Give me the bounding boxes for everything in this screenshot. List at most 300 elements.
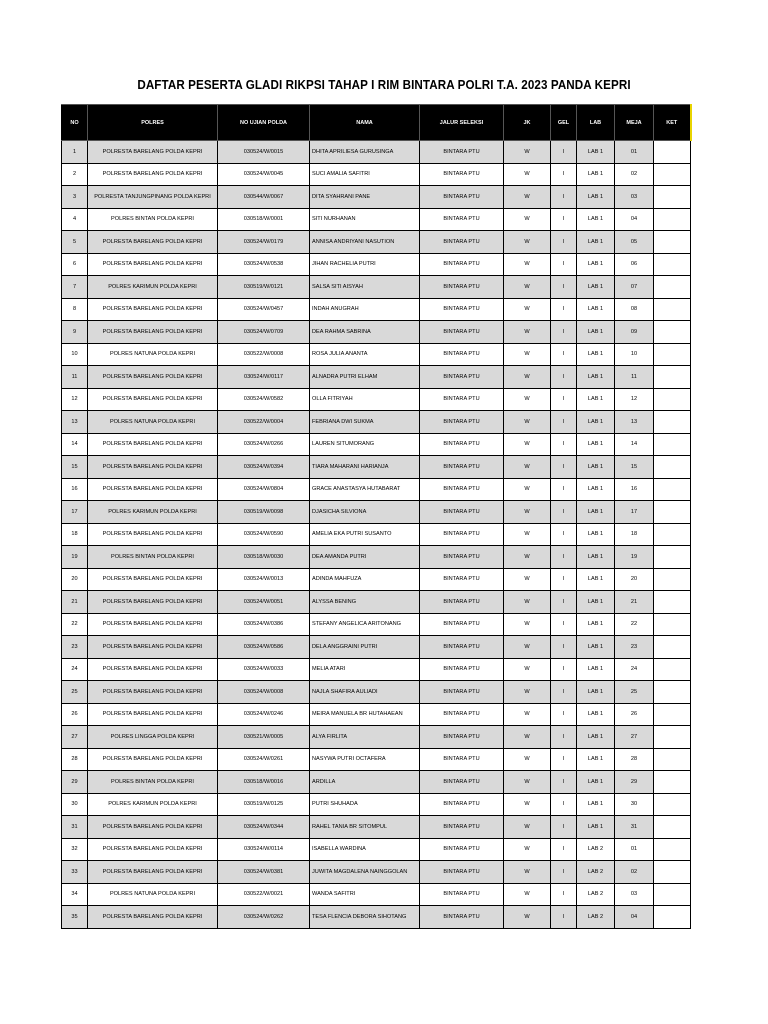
cell-no: 12 <box>62 388 88 411</box>
cell-nama: ROSA JULIA ANANTA <box>310 343 420 366</box>
cell-gel: I <box>551 298 577 321</box>
table-row <box>62 816 691 839</box>
cell-ket <box>654 343 691 366</box>
cell-lab: LAB 1 <box>577 568 615 591</box>
cell-polres: POLRESTA BARELANG POLDA KEPRI <box>88 658 218 681</box>
cell-gel: I <box>551 748 577 771</box>
cell-jk: W <box>504 163 551 186</box>
cell-jk: W <box>504 411 551 434</box>
cell-nama: NAJLA SHAFIRA AULIADI <box>310 681 420 704</box>
cell-no-ujian: 030524/W/0394 <box>218 456 310 479</box>
cell-ket <box>654 231 691 254</box>
cell-meja: 09 <box>615 321 654 344</box>
cell-gel: I <box>551 636 577 659</box>
table-row <box>62 388 691 411</box>
cell-ket <box>654 703 691 726</box>
cell-polres: POLRESTA BARELANG POLDA KEPRI <box>88 703 218 726</box>
cell-jk: W <box>504 501 551 524</box>
cell-ket <box>654 681 691 704</box>
cell-jk: W <box>504 546 551 569</box>
cell-jalur-seleksi: BINTARA PTU <box>420 163 504 186</box>
cell-no-ujian: 030524/W/0804 <box>218 478 310 501</box>
cell-lab: LAB 1 <box>577 366 615 389</box>
cell-ket <box>654 298 691 321</box>
cell-no: 19 <box>62 546 88 569</box>
cell-jalur-seleksi: BINTARA PTU <box>420 681 504 704</box>
cell-no: 30 <box>62 793 88 816</box>
cell-lab: LAB 1 <box>577 163 615 186</box>
table-row <box>62 186 691 209</box>
cell-jk: W <box>504 861 551 884</box>
cell-jalur-seleksi: BINTARA PTU <box>420 501 504 524</box>
cell-polres: POLRES BINTAN POLDA KEPRI <box>88 546 218 569</box>
cell-jalur-seleksi: BINTARA PTU <box>420 771 504 794</box>
cell-jalur-seleksi: BINTARA PTU <box>420 186 504 209</box>
table-row <box>62 456 691 479</box>
cell-jalur-seleksi: BINTARA PTU <box>420 838 504 861</box>
cell-meja: 02 <box>615 163 654 186</box>
table-row <box>62 546 691 569</box>
cell-meja: 21 <box>615 591 654 614</box>
cell-meja: 13 <box>615 411 654 434</box>
cell-lab: LAB 1 <box>577 501 615 524</box>
cell-polres: POLRES KARIMUN POLDA KEPRI <box>88 501 218 524</box>
cell-no: 22 <box>62 613 88 636</box>
cell-gel: I <box>551 861 577 884</box>
cell-polres: POLRESTA BARELANG POLDA KEPRI <box>88 523 218 546</box>
cell-no-ujian: 030524/W/0008 <box>218 681 310 704</box>
cell-no-ujian: 030524/W/0114 <box>218 838 310 861</box>
cell-no-ujian: 030524/W/0457 <box>218 298 310 321</box>
cell-no: 13 <box>62 411 88 434</box>
table-row <box>62 658 691 681</box>
table-row <box>62 276 691 299</box>
cell-polres: POLRESTA BARELANG POLDA KEPRI <box>88 456 218 479</box>
cell-meja: 20 <box>615 568 654 591</box>
cell-jk: W <box>504 703 551 726</box>
cell-no-ujian: 030524/W/0246 <box>218 703 310 726</box>
cell-no-ujian: 030524/W/0381 <box>218 861 310 884</box>
cell-gel: I <box>551 253 577 276</box>
cell-no: 34 <box>62 883 88 906</box>
cell-jk: W <box>504 636 551 659</box>
cell-nama: DITA SYAHRANI PANE <box>310 186 420 209</box>
cell-jalur-seleksi: BINTARA PTU <box>420 861 504 884</box>
cell-gel: I <box>551 568 577 591</box>
cell-polres: POLRESTA BARELANG POLDA KEPRI <box>88 906 218 929</box>
cell-jalur-seleksi: BINTARA PTU <box>420 298 504 321</box>
cell-lab: LAB 1 <box>577 456 615 479</box>
cell-no-ujian: 030524/W/0266 <box>218 433 310 456</box>
cell-gel: I <box>551 456 577 479</box>
header-polres: POLRES <box>88 105 218 141</box>
cell-ket <box>654 546 691 569</box>
cell-no-ujian: 030524/W/0709 <box>218 321 310 344</box>
cell-nama: ALNADRA PUTRI ELHAM <box>310 366 420 389</box>
cell-jk: W <box>504 343 551 366</box>
cell-meja: 04 <box>615 906 654 929</box>
cell-jalur-seleksi: BINTARA PTU <box>420 366 504 389</box>
table-row <box>62 613 691 636</box>
cell-lab: LAB 1 <box>577 478 615 501</box>
cell-no-ujian: 030524/W/0051 <box>218 591 310 614</box>
cell-meja: 08 <box>615 298 654 321</box>
cell-jk: W <box>504 681 551 704</box>
cell-ket <box>654 636 691 659</box>
cell-no: 27 <box>62 726 88 749</box>
cell-lab: LAB 1 <box>577 231 615 254</box>
cell-ket <box>654 523 691 546</box>
cell-no: 31 <box>62 816 88 839</box>
cell-gel: I <box>551 208 577 231</box>
cell-nama: LAUREN SITUMORANG <box>310 433 420 456</box>
cell-polres: POLRESTA TANJUNGPINANG POLDA KEPRI <box>88 186 218 209</box>
participant-table <box>61 104 692 929</box>
cell-meja: 14 <box>615 433 654 456</box>
cell-gel: I <box>551 523 577 546</box>
cell-meja: 11 <box>615 366 654 389</box>
cell-no-ujian: 030524/W/0013 <box>218 568 310 591</box>
cell-jalur-seleksi: BINTARA PTU <box>420 748 504 771</box>
cell-nama: JUWITA MAGDALENA NAINGGOLAN <box>310 861 420 884</box>
cell-meja: 01 <box>615 838 654 861</box>
table-row <box>62 298 691 321</box>
cell-jalur-seleksi: BINTARA PTU <box>420 703 504 726</box>
cell-no: 4 <box>62 208 88 231</box>
cell-meja: 30 <box>615 793 654 816</box>
cell-jk: W <box>504 568 551 591</box>
cell-gel: I <box>551 366 577 389</box>
cell-meja: 03 <box>615 186 654 209</box>
cell-polres: POLRES NATUNA POLDA KEPRI <box>88 883 218 906</box>
table-row <box>62 568 691 591</box>
cell-ket <box>654 906 691 929</box>
cell-jk: W <box>504 231 551 254</box>
cell-no: 15 <box>62 456 88 479</box>
table-row <box>62 906 691 929</box>
cell-no: 35 <box>62 906 88 929</box>
cell-jalur-seleksi: BINTARA PTU <box>420 816 504 839</box>
cell-lab: LAB 1 <box>577 141 615 164</box>
cell-gel: I <box>551 388 577 411</box>
cell-ket <box>654 658 691 681</box>
cell-lab: LAB 1 <box>577 433 615 456</box>
cell-meja: 18 <box>615 523 654 546</box>
cell-ket <box>654 141 691 164</box>
cell-gel: I <box>551 703 577 726</box>
cell-jk: W <box>504 883 551 906</box>
cell-no: 8 <box>62 298 88 321</box>
cell-lab: LAB 1 <box>577 253 615 276</box>
table-header-row <box>62 105 691 141</box>
cell-gel: I <box>551 433 577 456</box>
cell-nama: GRACE ANASTASYA HUTABARAT <box>310 478 420 501</box>
cell-meja: 24 <box>615 658 654 681</box>
cell-lab: LAB 1 <box>577 748 615 771</box>
cell-ket <box>654 748 691 771</box>
cell-no: 32 <box>62 838 88 861</box>
cell-gel: I <box>551 321 577 344</box>
header-meja: MEJA <box>615 105 654 141</box>
cell-lab: LAB 1 <box>577 388 615 411</box>
cell-jk: W <box>504 366 551 389</box>
cell-ket <box>654 163 691 186</box>
cell-polres: POLRESTA BARELANG POLDA KEPRI <box>88 366 218 389</box>
cell-gel: I <box>551 276 577 299</box>
cell-no-ujian: 030524/W/0033 <box>218 658 310 681</box>
document-title: DAFTAR PESERTA GLADI RIKPSI TAHAP I RIM BINTARA POLRI T.A. 2023 PANDA KEPRI <box>137 78 631 92</box>
cell-gel: I <box>551 726 577 749</box>
cell-no-ujian: 030524/W/0045 <box>218 163 310 186</box>
cell-no: 6 <box>62 253 88 276</box>
cell-jk: W <box>504 321 551 344</box>
cell-no: 14 <box>62 433 88 456</box>
cell-no-ujian: 030524/W/0261 <box>218 748 310 771</box>
header-no-ujian-polda: NO UJIAN POLDA <box>218 105 310 141</box>
cell-lab: LAB 1 <box>577 771 615 794</box>
cell-nama: NASYWA PUTRI OCTAFERA <box>310 748 420 771</box>
header-jalur-seleksi: JALUR SELEKSI <box>420 105 504 141</box>
cell-no-ujian: 030524/W/0590 <box>218 523 310 546</box>
cell-no: 5 <box>62 231 88 254</box>
cell-jk: W <box>504 658 551 681</box>
cell-lab: LAB 1 <box>577 681 615 704</box>
cell-nama: MELIA ATARI <box>310 658 420 681</box>
cell-meja: 03 <box>615 883 654 906</box>
cell-lab: LAB 1 <box>577 298 615 321</box>
cell-gel: I <box>551 658 577 681</box>
cell-meja: 25 <box>615 681 654 704</box>
cell-no-ujian: 030519/W/0098 <box>218 501 310 524</box>
cell-nama: INDAH ANUGRAH <box>310 298 420 321</box>
cell-nama: AMELIA EKA PUTRI SUSANTO <box>310 523 420 546</box>
cell-meja: 02 <box>615 861 654 884</box>
cell-jalur-seleksi: BINTARA PTU <box>420 793 504 816</box>
cell-jk: W <box>504 748 551 771</box>
cell-no-ujian: 030524/W/0015 <box>218 141 310 164</box>
cell-meja: 19 <box>615 546 654 569</box>
cell-polres: POLRESTA BARELANG POLDA KEPRI <box>88 613 218 636</box>
cell-ket <box>654 388 691 411</box>
cell-nama: ALYA FIRLITA <box>310 726 420 749</box>
cell-no: 10 <box>62 343 88 366</box>
cell-jalur-seleksi: BINTARA PTU <box>420 636 504 659</box>
cell-nama: SALSA SITI AISYAH <box>310 276 420 299</box>
cell-polres: POLRESTA BARELANG POLDA KEPRI <box>88 816 218 839</box>
table-row <box>62 208 691 231</box>
cell-gel: I <box>551 186 577 209</box>
cell-no: 16 <box>62 478 88 501</box>
cell-meja: 15 <box>615 456 654 479</box>
cell-polres: POLRESTA BARELANG POLDA KEPRI <box>88 141 218 164</box>
header-ket: KET <box>654 105 691 141</box>
cell-lab: LAB 1 <box>577 343 615 366</box>
cell-lab: LAB 1 <box>577 591 615 614</box>
cell-no: 20 <box>62 568 88 591</box>
cell-gel: I <box>551 546 577 569</box>
cell-ket <box>654 276 691 299</box>
cell-gel: I <box>551 906 577 929</box>
table-row <box>62 321 691 344</box>
cell-meja: 04 <box>615 208 654 231</box>
cell-gel: I <box>551 141 577 164</box>
cell-jk: W <box>504 613 551 636</box>
cell-lab: LAB 1 <box>577 726 615 749</box>
cell-ket <box>654 411 691 434</box>
cell-no-ujian: 030521/W/0005 <box>218 726 310 749</box>
cell-jalur-seleksi: BINTARA PTU <box>420 433 504 456</box>
cell-gel: I <box>551 591 577 614</box>
cell-lab: LAB 1 <box>577 658 615 681</box>
table-row <box>62 231 691 254</box>
cell-jk: W <box>504 141 551 164</box>
cell-no: 23 <box>62 636 88 659</box>
cell-nama: DELA ANGGRAINI PUTRI <box>310 636 420 659</box>
cell-meja: 12 <box>615 388 654 411</box>
cell-no: 3 <box>62 186 88 209</box>
table-row <box>62 771 691 794</box>
cell-polres: POLRES BINTAN POLDA KEPRI <box>88 208 218 231</box>
cell-nama: PUTRI SHUHADA <box>310 793 420 816</box>
cell-gel: I <box>551 816 577 839</box>
cell-jalur-seleksi: BINTARA PTU <box>420 883 504 906</box>
cell-nama: TESA FLENCIA DEBORA SIHOTANG <box>310 906 420 929</box>
cell-nama: JIHAN RACHELIA PUTRI <box>310 253 420 276</box>
cell-jk: W <box>504 816 551 839</box>
cell-lab: LAB 2 <box>577 883 615 906</box>
cell-polres: POLRESTA BARELANG POLDA KEPRI <box>88 838 218 861</box>
cell-jalur-seleksi: BINTARA PTU <box>420 321 504 344</box>
cell-no: 17 <box>62 501 88 524</box>
cell-nama: ADINDA MAHFUZA <box>310 568 420 591</box>
cell-jalur-seleksi: BINTARA PTU <box>420 411 504 434</box>
cell-ket <box>654 208 691 231</box>
cell-meja: 17 <box>615 501 654 524</box>
cell-lab: LAB 1 <box>577 208 615 231</box>
cell-no: 2 <box>62 163 88 186</box>
cell-lab: LAB 1 <box>577 793 615 816</box>
cell-nama: DJASICHA SILVIONA <box>310 501 420 524</box>
cell-ket <box>654 366 691 389</box>
cell-jk: W <box>504 478 551 501</box>
cell-no-ujian: 030518/W/0030 <box>218 546 310 569</box>
cell-polres: POLRESTA BARELANG POLDA KEPRI <box>88 231 218 254</box>
cell-meja: 27 <box>615 726 654 749</box>
cell-no: 11 <box>62 366 88 389</box>
table-row <box>62 793 691 816</box>
cell-jalur-seleksi: BINTARA PTU <box>420 613 504 636</box>
cell-meja: 10 <box>615 343 654 366</box>
cell-lab: LAB 1 <box>577 321 615 344</box>
cell-no-ujian: 030524/W/0386 <box>218 613 310 636</box>
cell-no: 26 <box>62 703 88 726</box>
cell-ket <box>654 726 691 749</box>
cell-polres: POLRESTA BARELANG POLDA KEPRI <box>88 861 218 884</box>
cell-no-ujian: 030524/W/0262 <box>218 906 310 929</box>
table-row <box>62 141 691 164</box>
cell-ket <box>654 186 691 209</box>
cell-no: 9 <box>62 321 88 344</box>
cell-jk: W <box>504 591 551 614</box>
cell-jk: W <box>504 523 551 546</box>
cell-nama: RAHEL TANIA BR SITOMPUL <box>310 816 420 839</box>
cell-ket <box>654 253 691 276</box>
table-row <box>62 861 691 884</box>
cell-jk: W <box>504 433 551 456</box>
cell-nama: STEFANY ANGELICA ARITONANG <box>310 613 420 636</box>
cell-no-ujian: 030519/W/0125 <box>218 793 310 816</box>
cell-polres: POLRES KARIMUN POLDA KEPRI <box>88 276 218 299</box>
cell-lab: LAB 2 <box>577 838 615 861</box>
cell-jalur-seleksi: BINTARA PTU <box>420 523 504 546</box>
cell-jk: W <box>504 208 551 231</box>
cell-nama: SUCI AMALIA SAFITRI <box>310 163 420 186</box>
cell-jk: W <box>504 838 551 861</box>
cell-meja: 26 <box>615 703 654 726</box>
cell-jalur-seleksi: BINTARA PTU <box>420 253 504 276</box>
cell-ket <box>654 883 691 906</box>
cell-no-ujian: 030524/W/0344 <box>218 816 310 839</box>
cell-jalur-seleksi: BINTARA PTU <box>420 591 504 614</box>
cell-lab: LAB 1 <box>577 816 615 839</box>
cell-jk: W <box>504 298 551 321</box>
cell-no: 18 <box>62 523 88 546</box>
cell-polres: POLRESTA BARELANG POLDA KEPRI <box>88 636 218 659</box>
cell-gel: I <box>551 231 577 254</box>
cell-polres: POLRES BINTAN POLDA KEPRI <box>88 771 218 794</box>
cell-no: 24 <box>62 658 88 681</box>
cell-gel: I <box>551 793 577 816</box>
cell-jk: W <box>504 726 551 749</box>
table-row <box>62 748 691 771</box>
cell-jalur-seleksi: BINTARA PTU <box>420 343 504 366</box>
cell-meja: 23 <box>615 636 654 659</box>
cell-nama: ANNISA ANDRIYANI NASUTION <box>310 231 420 254</box>
cell-ket <box>654 321 691 344</box>
cell-meja: 07 <box>615 276 654 299</box>
table-row <box>62 433 691 456</box>
cell-jk: W <box>504 793 551 816</box>
cell-jalur-seleksi: BINTARA PTU <box>420 546 504 569</box>
cell-gel: I <box>551 501 577 524</box>
cell-lab: LAB 1 <box>577 546 615 569</box>
cell-meja: 28 <box>615 748 654 771</box>
cell-no: 28 <box>62 748 88 771</box>
cell-nama: DEA AMANDA PUTRI <box>310 546 420 569</box>
cell-ket <box>654 501 691 524</box>
table-body <box>62 141 691 929</box>
cell-meja: 31 <box>615 816 654 839</box>
cell-jalur-seleksi: BINTARA PTU <box>420 231 504 254</box>
table-row <box>62 703 691 726</box>
cell-gel: I <box>551 883 577 906</box>
table-row <box>62 411 691 434</box>
cell-nama: OLLA FITRIYAH <box>310 388 420 411</box>
cell-no: 29 <box>62 771 88 794</box>
cell-gel: I <box>551 478 577 501</box>
table-row <box>62 253 691 276</box>
cell-jk: W <box>504 906 551 929</box>
cell-jalur-seleksi: BINTARA PTU <box>420 208 504 231</box>
cell-polres: POLRESTA BARELANG POLDA KEPRI <box>88 748 218 771</box>
table-row <box>62 883 691 906</box>
table-row <box>62 501 691 524</box>
cell-jalur-seleksi: BINTARA PTU <box>420 478 504 501</box>
cell-gel: I <box>551 411 577 434</box>
cell-nama: SITI NURHANAN <box>310 208 420 231</box>
cell-no: 33 <box>62 861 88 884</box>
cell-ket <box>654 456 691 479</box>
